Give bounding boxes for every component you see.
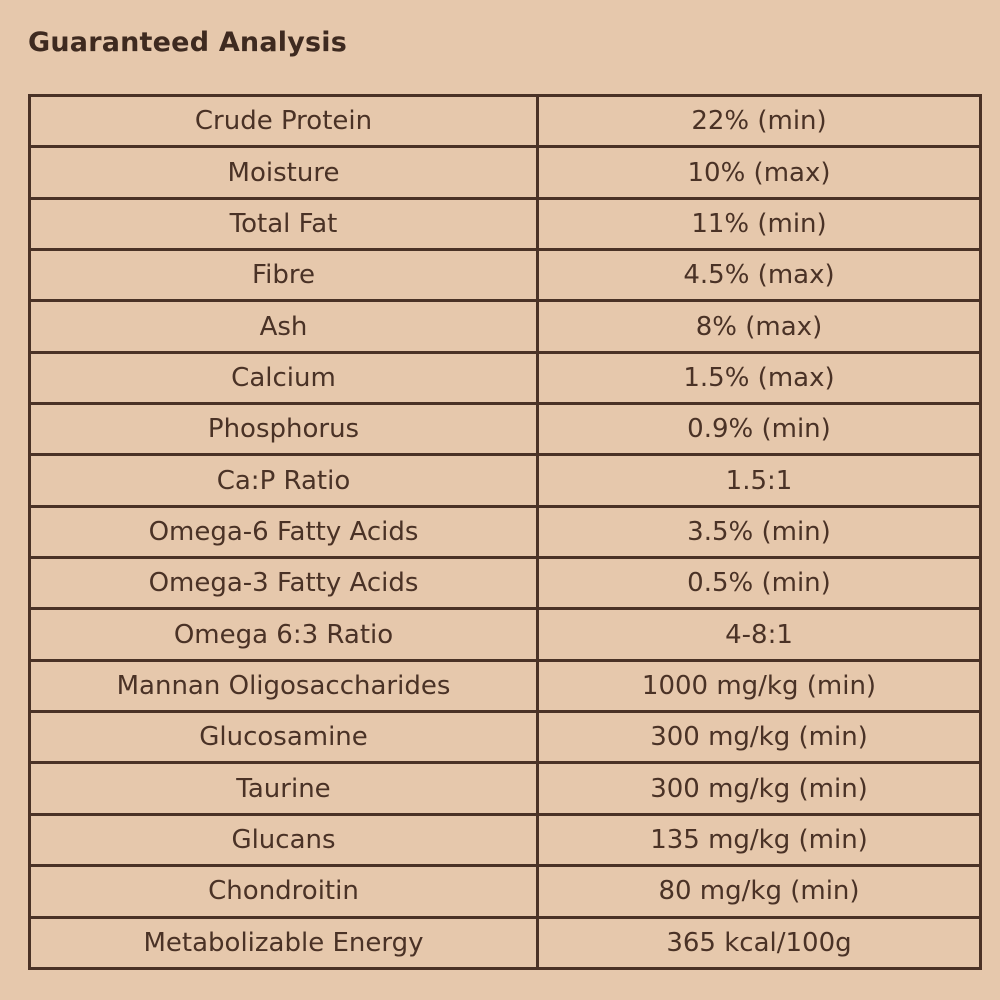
table-row: [30, 660, 981, 711]
table-row: [30, 96, 981, 147]
table-row: [30, 352, 981, 403]
nutrient-name: Mannan Oligosaccharides: [30, 660, 538, 711]
table-row: [30, 198, 981, 249]
table-row: [30, 763, 981, 814]
nutrient-name: Ca:P Ratio: [30, 455, 538, 506]
nutrient-value: 80 mg/kg (min): [538, 866, 981, 917]
nutrient-name: Crude Protein: [30, 96, 538, 147]
nutrient-name: Glucosamine: [30, 712, 538, 763]
nutrient-value: 0.5% (min): [538, 558, 981, 609]
nutrient-value: 135 mg/kg (min): [538, 814, 981, 865]
nutrient-name: Total Fat: [30, 198, 538, 249]
nutrient-name: Chondroitin: [30, 866, 538, 917]
guaranteed-analysis-table: [28, 94, 982, 970]
table-row: [30, 558, 981, 609]
nutrient-value: 4-8:1: [538, 609, 981, 660]
nutrient-value: 22% (min): [538, 96, 981, 147]
nutrient-value: 8% (max): [538, 301, 981, 352]
nutrient-name: Omega-6 Fatty Acids: [30, 506, 538, 557]
nutrient-name: Omega-3 Fatty Acids: [30, 558, 538, 609]
nutrient-value: 300 mg/kg (min): [538, 712, 981, 763]
nutrient-value: 365 kcal/100g: [538, 917, 981, 969]
nutrient-value: 300 mg/kg (min): [538, 763, 981, 814]
nutrient-name: Taurine: [30, 763, 538, 814]
nutrient-value: 0.9% (min): [538, 404, 981, 455]
nutrient-name: Fibre: [30, 250, 538, 301]
nutrient-value: 10% (max): [538, 147, 981, 198]
nutrient-name: Moisture: [30, 147, 538, 198]
table-row: [30, 866, 981, 917]
page-title: Guaranteed Analysis: [28, 27, 348, 58]
nutrient-name: Glucans: [30, 814, 538, 865]
nutrient-value: 11% (min): [538, 198, 981, 249]
table-row: [30, 609, 981, 660]
nutrient-name: Phosphorus: [30, 404, 538, 455]
nutrient-value: 3.5% (min): [538, 506, 981, 557]
nutrient-value: 4.5% (max): [538, 250, 981, 301]
nutrient-value: 1.5% (max): [538, 352, 981, 403]
table-body: [30, 96, 981, 969]
table-row: [30, 455, 981, 506]
table-row: [30, 404, 981, 455]
table-row: [30, 147, 981, 198]
table-row: [30, 814, 981, 865]
table-row: [30, 917, 981, 969]
table-row: [30, 301, 981, 352]
nutrient-name: Metabolizable Energy: [30, 917, 538, 969]
nutrient-name: Omega 6:3 Ratio: [30, 609, 538, 660]
table-row: [30, 250, 981, 301]
nutrient-name: Calcium: [30, 352, 538, 403]
nutrient-value: 1.5:1: [538, 455, 981, 506]
table-row: [30, 506, 981, 557]
nutrient-value: 1000 mg/kg (min): [538, 660, 981, 711]
nutrient-name: Ash: [30, 301, 538, 352]
table-row: [30, 712, 981, 763]
